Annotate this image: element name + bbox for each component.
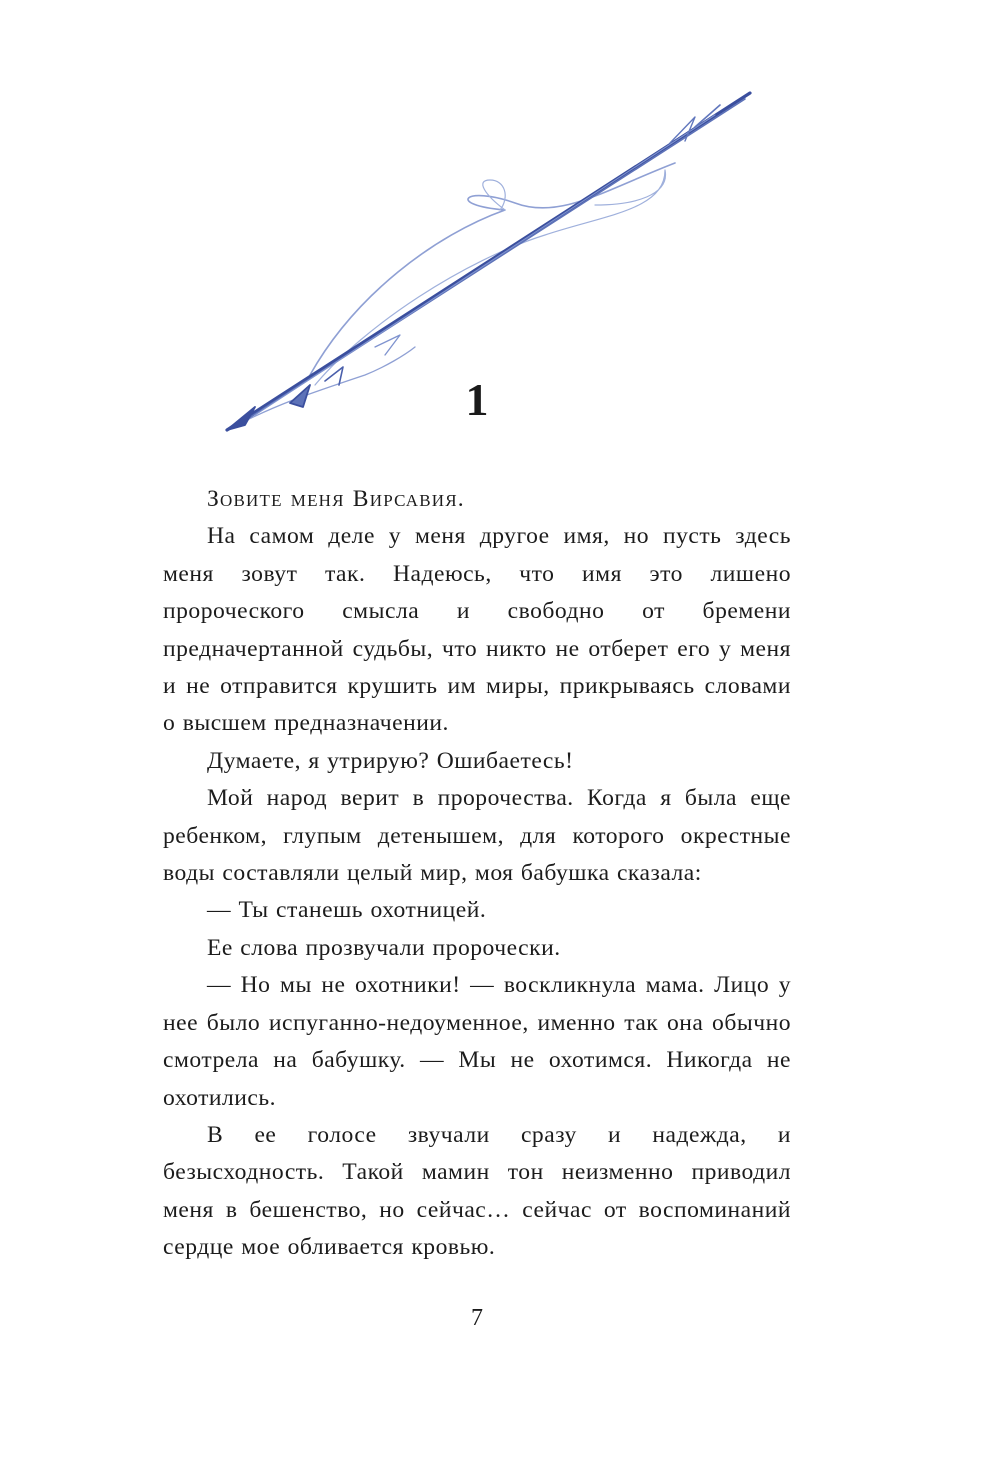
flourish-wave	[315, 170, 665, 385]
chapter-text	[163, 481, 791, 1267]
paragraph: Думаете, я утрирую? Ошибаетесь!	[207, 747, 574, 774]
paragraph: В ее голосе звучали сразу и надежда, и безысходность. Такой мамин тон неизменно приводил меня в бешенство, но сейчас… сейчас от воспоминаний сердце мое обливается кровью.	[163, 1121, 791, 1261]
paragraph: Зовите меня Вирсавия.	[207, 486, 465, 512]
paragraph: Ее слова прозвучали пророчески.	[207, 934, 561, 961]
harpoon-shaft-sketch	[255, 115, 715, 415]
chapter-number: 1	[465, 374, 489, 425]
paragraph: Мой народ верит в пророчества. Когда я была еще ребенком, глупым детенышем, для которого окрестные воды составляли целый мир, моя бабушка сказала:	[163, 785, 791, 887]
harpoon-barb-3	[375, 335, 400, 355]
flourish-hook	[483, 180, 505, 210]
paragraph: На самом деле у меня другое имя, но пусть здесь меня зовут так. Надеюсь, что имя это лишено пророческого смысла и свободно от бремени предначертанной судьбы, что никто не отберет его у меня и не отправится крушить им миры, прикрываясь словами о высшем предназначении.	[163, 523, 791, 737]
page-number: 7	[471, 1305, 483, 1331]
dialogue-line: — Но мы не охотники! — воскликнула мама. Лицо у нее было испуганно-недоуменное, именно так она обычно смотрела на бабушку. — Мы не охотимся. Никогда не охотились.	[163, 972, 791, 1111]
dialogue-line: — Ты станешь охотницей.	[207, 897, 487, 924]
